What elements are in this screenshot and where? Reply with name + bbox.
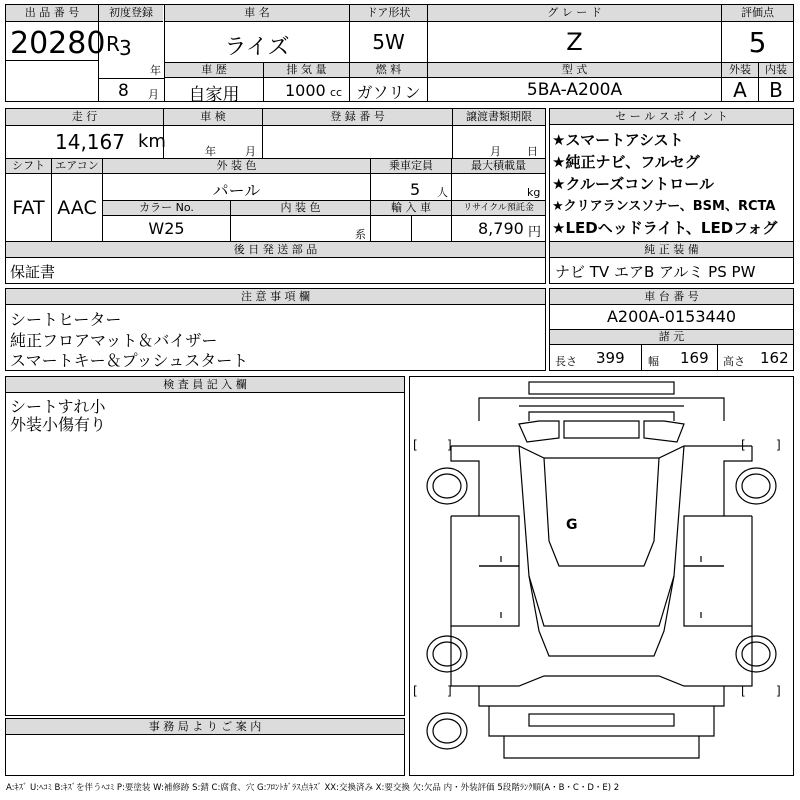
note-line: 純正フロアマット＆バイザー [10, 331, 218, 350]
legend: A:ｷｽﾞ U:ﾍｺﾐ B:ｷｽﾞを伴うﾍｺﾐ P:要塗装 W:補修跡 S:錆 C:腐食、穴 G:ﾌﾛﾝﾄｶﾞﾗｽ点ｷｽﾞ XX:交換済み X:要交換 欠:欠品 内・外装評価 5段階ﾗﾝｸ順(A・B・C・D・E) 2 [6, 783, 620, 793]
inspector-line: 外装小傷有り [10, 415, 107, 434]
name-label: 車 名 [165, 5, 349, 22]
bracket-open-left-rear: [ [413, 684, 418, 698]
first-reg-label: 初度登録 [99, 5, 163, 22]
car-name: ライズ [224, 35, 290, 60]
chassis-number: A200A-0153440 [606, 307, 737, 326]
reg-year: 3 [119, 36, 132, 60]
import-label: 輸 入 車 [371, 201, 451, 216]
score: 5 [748, 26, 767, 59]
length-value: 399 [596, 349, 625, 367]
equipment: ナビ TV エアB アルミ PS PW [555, 263, 756, 281]
mileage-unit: km [138, 131, 166, 152]
inspector-label: 検 査 員 記 入 欄 [6, 377, 404, 393]
shift: FAT [12, 197, 45, 219]
sales-point-item: ★純正ナビ、フルセグ [552, 153, 700, 171]
sales-point-item: ★LEDヘッドライト、LEDフォグ [552, 219, 778, 237]
displacement: 1000 [285, 81, 326, 100]
intcolor-label: 内 装 色 [231, 201, 370, 216]
capacity-label: 乗車定員 [371, 159, 451, 174]
notes-label: 注 意 事 項 欄 [6, 289, 545, 305]
height-label: 高さ [723, 355, 745, 368]
shift-label: シフト [6, 159, 51, 174]
recycle-unit: 円 [528, 225, 542, 240]
load-label: 最大積載量 [452, 159, 545, 174]
note-line: シートヒーター [10, 310, 122, 329]
car-body-diagram [409, 376, 794, 776]
recycle-fee: 8,790 [478, 219, 524, 238]
model: 5BA-A200A [526, 80, 623, 100]
grade-label: グ レ ー ド [428, 5, 721, 22]
equipment-label: 純 正 装 備 [550, 242, 793, 258]
bracket-close-left-rear: ] [447, 684, 452, 698]
dims-label: 諸 元 [550, 330, 793, 345]
color-number: W25 [148, 219, 185, 238]
reg-no-label: 登 録 番 号 [263, 109, 452, 126]
int-grade: B [769, 78, 783, 102]
transfer-month-unit: 月 [490, 145, 501, 158]
office-label: 事 務 局 よ り ご 案 内 [6, 719, 404, 735]
later-parts-label: 後 日 発 送 部 品 [6, 242, 545, 258]
inspection-label: 車 検 [164, 109, 262, 126]
history-label: 車 歴 [165, 63, 263, 78]
width-label: 幅 [648, 355, 659, 368]
model-label: 型 式 [428, 63, 721, 78]
int-label: 内装 [759, 63, 793, 78]
chassis-label: 車 台 番 号 [550, 289, 793, 305]
mileage: 14,167 [55, 130, 125, 154]
lot-label: 出 品 番 号 [6, 5, 98, 22]
colorno-label: カラー No. [103, 201, 230, 216]
insp-month-unit: 月 [245, 145, 256, 158]
fuel-label: 燃 料 [350, 63, 427, 78]
bracket-open-left: [ [413, 438, 418, 452]
recycle-label: リサイクル預託金 [452, 201, 545, 216]
lot-number: 20280 [10, 26, 106, 61]
bracket-close-right: ] [776, 438, 781, 452]
sales-point-item: ★クルーズコントロール [552, 175, 714, 193]
bracket-open-right: [ [741, 438, 746, 452]
door-label: ドア形状 [350, 5, 427, 22]
bracket-close-right-rear: ] [776, 684, 781, 698]
displacement-unit: cc [330, 86, 343, 99]
score-label: 評価点 [722, 5, 793, 22]
bracket-open-right-rear: [ [741, 684, 746, 698]
transfer-day-unit: 日 [527, 145, 538, 158]
color-label: 外 装 色 [103, 159, 370, 174]
sales-point-item: ★クリアランスソナー、BSM、RCTA [552, 199, 776, 214]
height-value: 162 [760, 349, 789, 367]
inspector-line: シートすれ小 [10, 397, 106, 416]
sales-points-label: セ ー ル ス ポ イ ン ト [550, 109, 793, 125]
capacity-unit: 人 [437, 186, 448, 199]
reg-month-unit: 月 [148, 88, 159, 101]
history: 自家用 [188, 85, 240, 105]
bracket-close-left: ] [447, 438, 452, 452]
door-type: 5W [372, 30, 405, 54]
exterior-color: パール [212, 181, 261, 200]
reg-year-unit: 年 [150, 64, 161, 77]
intcolor-unit: 系 [355, 228, 366, 241]
ext-grade: A [733, 78, 747, 102]
damage-mark-g: G [566, 517, 578, 533]
fuel: ガソリン [356, 83, 421, 102]
ac: AAC [57, 197, 97, 219]
note-line: スマートキー＆プッシュスタート [10, 351, 249, 370]
reg-month: 8 [118, 81, 129, 101]
ext-label: 外装 [722, 63, 758, 78]
displacement-label: 排 気 量 [264, 63, 349, 78]
width-value: 169 [680, 349, 709, 367]
insp-year-unit: 年 [205, 145, 216, 158]
era: R [106, 32, 120, 56]
length-label: 長さ [555, 355, 577, 368]
capacity: 5 [410, 180, 421, 199]
sales-point-item: ★スマートアシスト [552, 131, 684, 149]
later-parts: 保証書 [10, 263, 56, 281]
grade: Z [566, 28, 583, 56]
ac-label: エアコン [52, 159, 102, 174]
load-unit: kg [527, 186, 541, 199]
mileage-label: 走 行 [6, 109, 163, 126]
transfer-label: 譲渡書類期限 [453, 109, 545, 126]
